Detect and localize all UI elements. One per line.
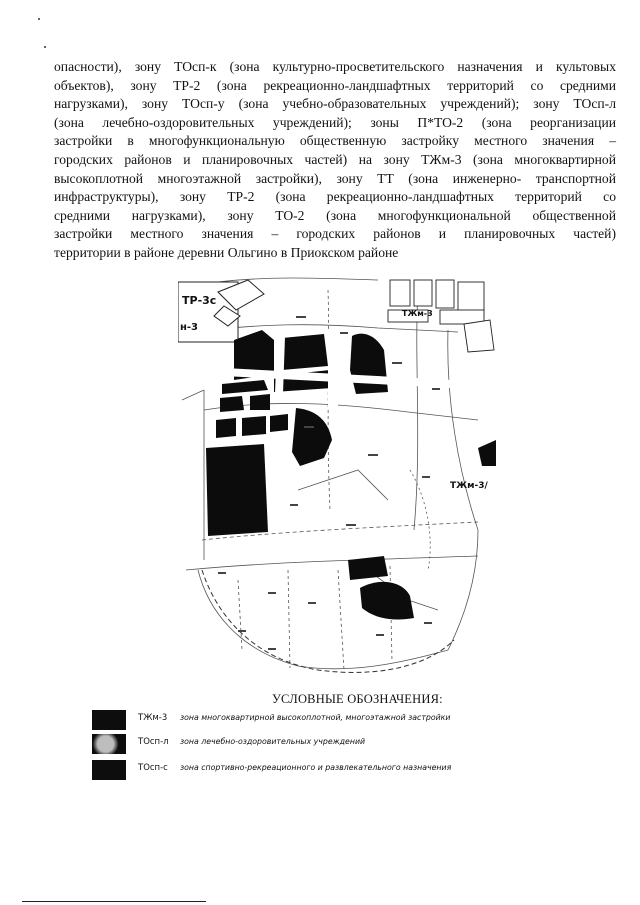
- legend-row: [92, 734, 572, 756]
- footnote-rule: [22, 901, 206, 902]
- legend-description: зона спортивно-рекреационного и развлекательного назначения: [180, 763, 452, 772]
- paragraph-line: инфраструктуры), зону ТР-2 (зона рекреационно-ландшафтных территорий со: [54, 189, 616, 205]
- paragraph-line: застройки местного значения – городских районов и планировочных частей): [54, 226, 616, 242]
- legend-code: ТОсп-с: [138, 763, 168, 773]
- legend-row: [92, 760, 572, 782]
- legend-swatch-sport: [92, 760, 126, 780]
- scan-speck: [44, 46, 46, 48]
- map-zone-right: [478, 440, 496, 466]
- legend-code: ТЖм-3: [138, 713, 168, 723]
- paragraph-line: объектов), зону ТР-2 (зона рекреационно-ландшафтных территорий со средними: [54, 77, 616, 93]
- paragraph-line: нагрузками), зону ТОсп-у (зона учебно-образовательных учреждений); зону ТОсп-л: [54, 96, 616, 112]
- map-label-tr3c: ТР-3с: [182, 294, 217, 307]
- paragraph-line: средними нагрузками), зону ТО-2 (зона многофункциональной общественной: [54, 207, 616, 223]
- paragraph-line: высокоплотной многоэтажной застройки), зону ТТ (зона инженерно- транспортной: [54, 170, 616, 186]
- paragraph-line: территории в районе деревни Ольгино в Приокском районе: [54, 244, 399, 260]
- legend-description: зона многоквартирной высокоплотной, многоэтажной застройки: [180, 713, 451, 722]
- body-paragraph: [54, 58, 616, 263]
- zoning-map: [178, 270, 496, 692]
- scan-speck: [38, 18, 40, 20]
- map-label-zh3-top: ТЖм-3: [402, 309, 433, 318]
- paragraph-line: застройки в многофункциональную общественную застройку местного значения –: [54, 133, 616, 149]
- map-label-zh3-left: н-3: [180, 322, 199, 333]
- legend-description: зона лечебно-оздоровительных учреждений: [180, 737, 366, 746]
- legend-code: ТОсп-л: [138, 737, 169, 747]
- paragraph-line: (зона лечебно-оздоровительных учреждений); зоны П*ТО-2 (зона реорганизации: [54, 114, 616, 130]
- legend-title: УСЛОВНЫЕ ОБОЗНАЧЕНИЯ:: [272, 692, 443, 706]
- map-label-zh3-right: ТЖм-3/: [450, 481, 488, 491]
- legend-swatch-medical: [92, 734, 126, 754]
- legend-row: [92, 710, 572, 732]
- paragraph-line: опасности), зону ТОсп-к (зона культурно-просветительского назначения и культовых: [54, 59, 616, 74]
- paragraph-line: городских районов и планировочных частей) на зону ТЖм-3 (зона многоквартирной: [54, 151, 616, 167]
- legend-swatch-residential: [92, 710, 126, 730]
